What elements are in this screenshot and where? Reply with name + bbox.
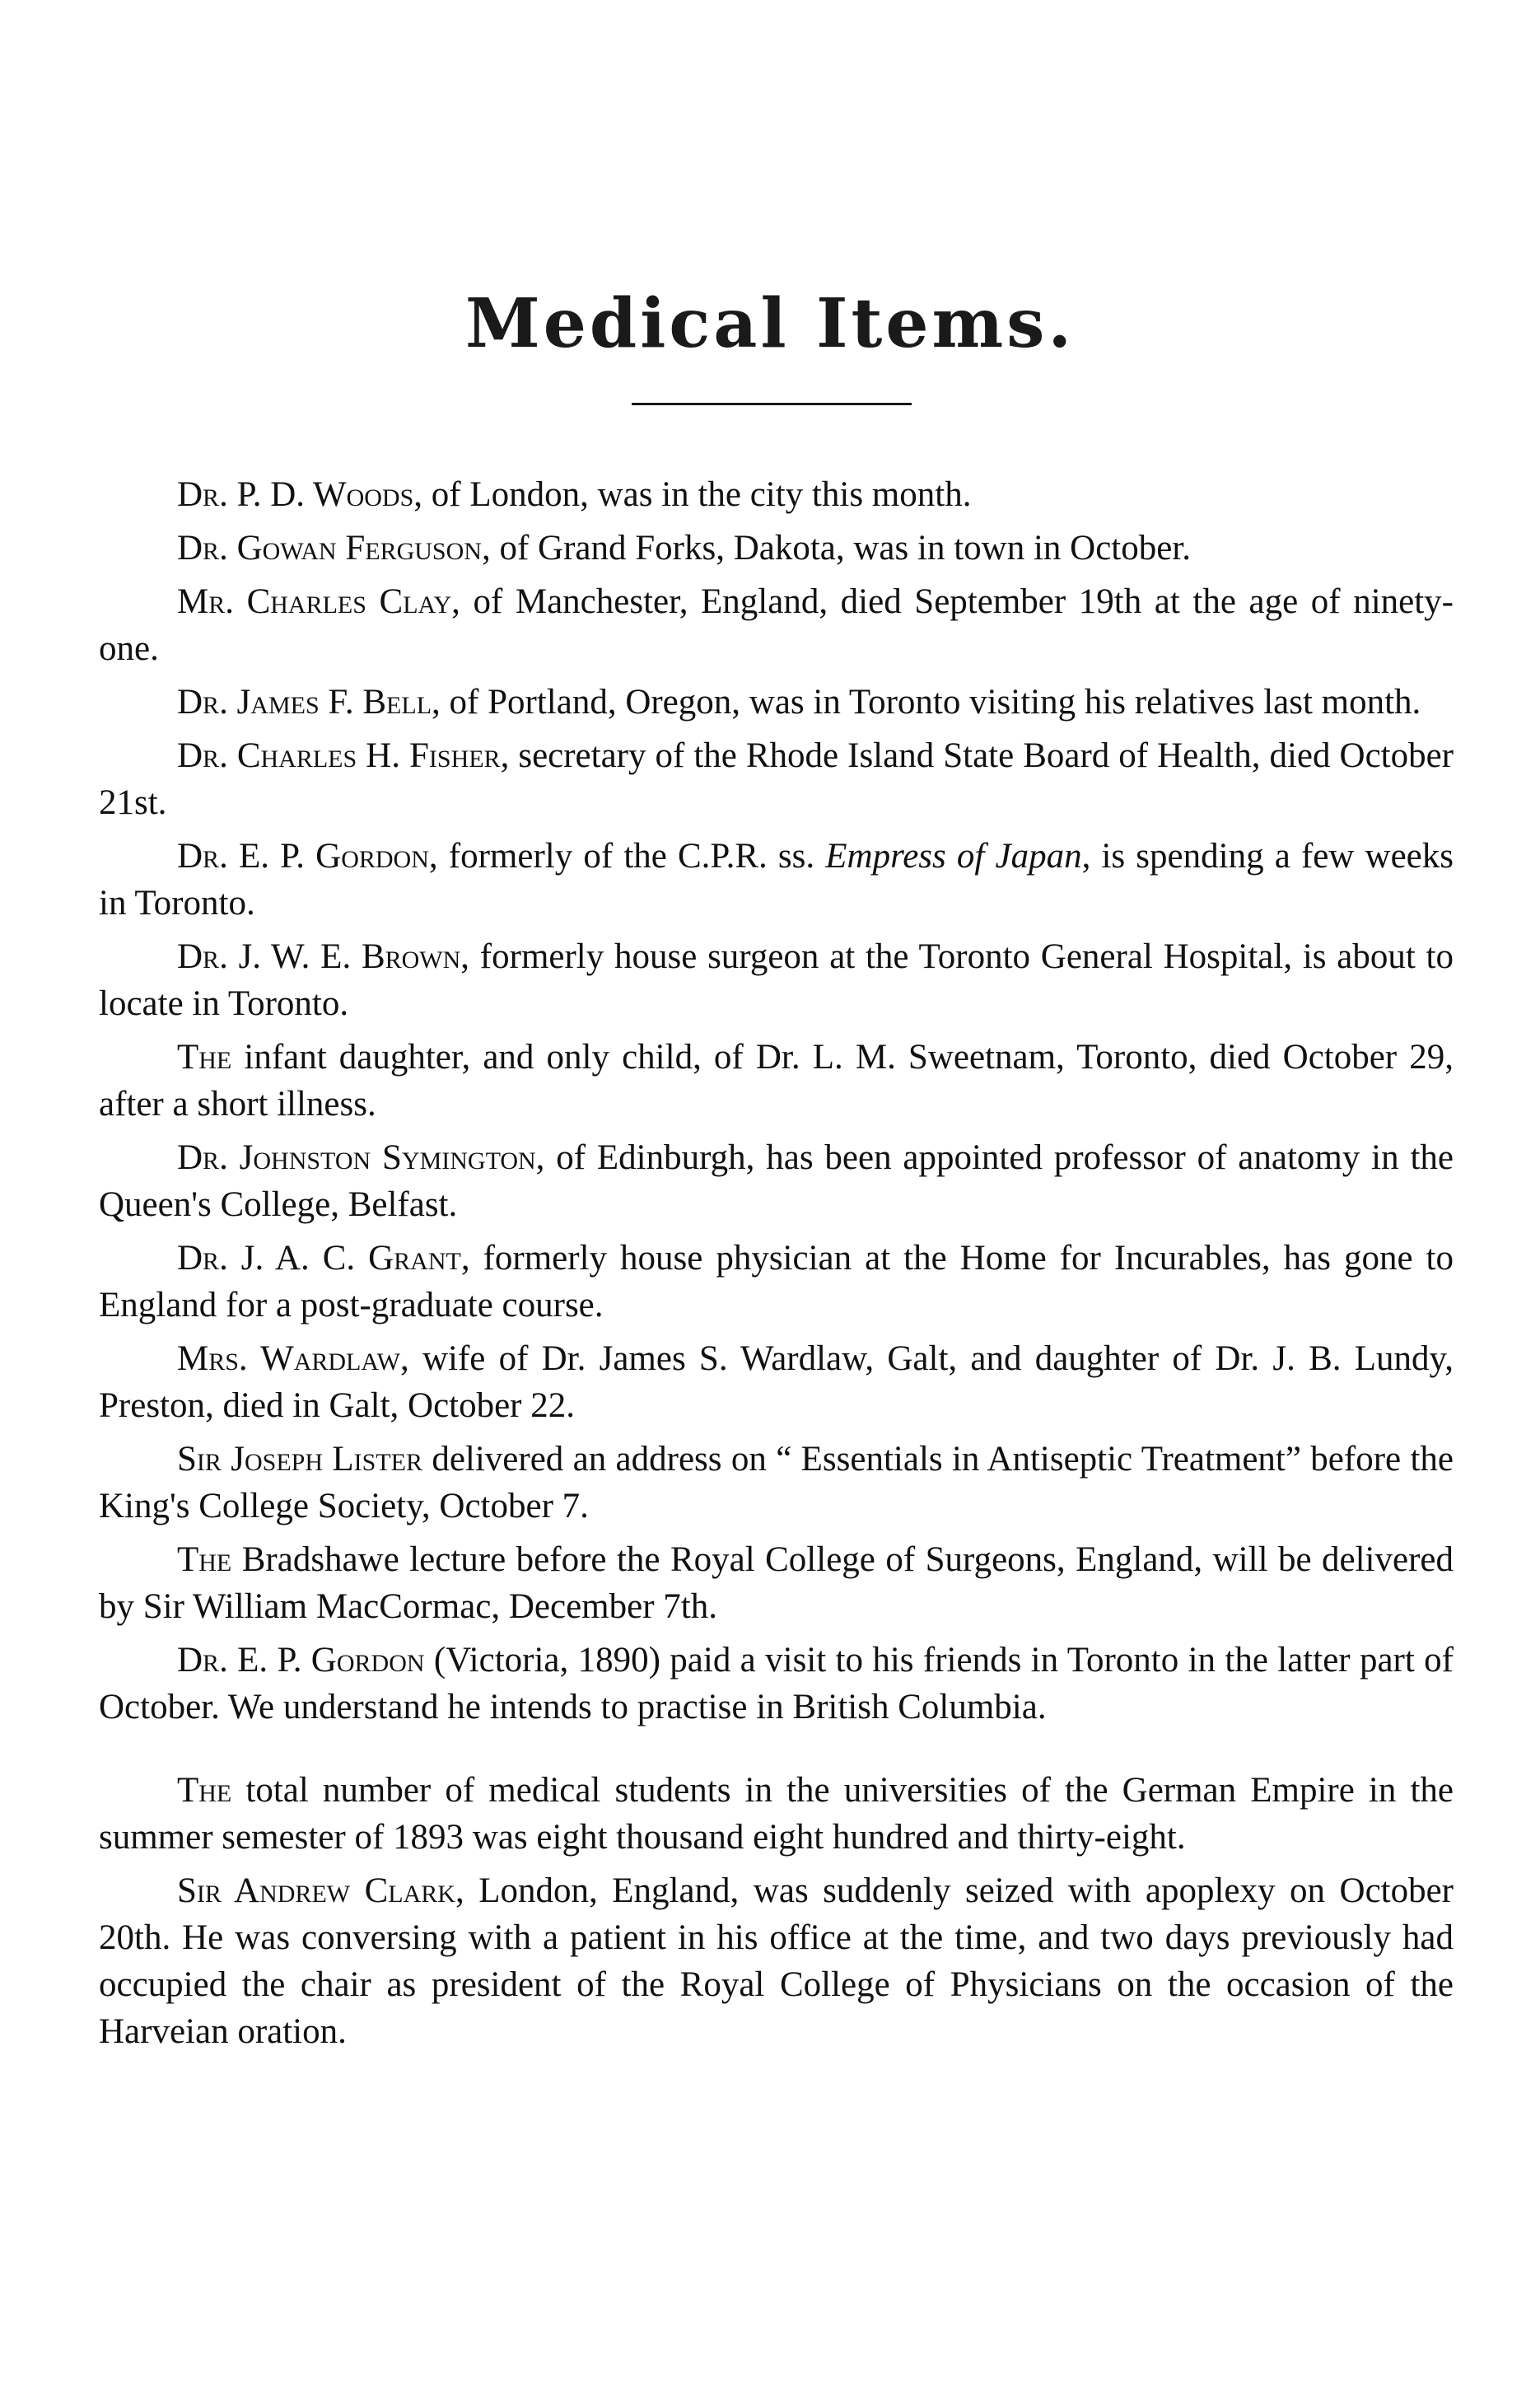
item-lead: The <box>177 1038 232 1077</box>
item-lead: Dr. J. A. C. Grant, <box>177 1239 470 1278</box>
item-lister <box>99 1436 1454 1530</box>
item-fisher <box>99 732 1454 826</box>
item-clay <box>99 578 1454 672</box>
item-text: formerly house surgeon at the Toronto General Hospital, is about to locate in Toronto. <box>99 937 1454 1023</box>
page-title: Medical Items. <box>464 284 1076 363</box>
item-grant <box>99 1235 1454 1329</box>
item-text: of Portland, Oregon, was in Toronto visiting his relatives last month. <box>440 683 1421 722</box>
item-lead: Dr. Charles H. Fisher, <box>177 736 510 775</box>
item-text: of Grand Forks, Dakota, was in town in October. <box>490 529 1192 568</box>
item-lead: Dr. P. D. Woods, <box>177 475 423 514</box>
item-lead: Mrs. Wardlaw, <box>177 1339 409 1378</box>
item-text: formerly house physician at the Home for Incurables, has gone to England for a post-graduate course. <box>99 1239 1454 1324</box>
item-lead: Dr. E. P. Gordon, <box>177 837 438 876</box>
item-lead: Dr. E. P. Gordon <box>177 1641 425 1680</box>
item-lead: Sir Joseph Lister <box>177 1440 422 1479</box>
item-wardlaw <box>99 1335 1454 1429</box>
item-text: Bradshawe lecture before the Royal College of Surgeons, England, will be delivered by Sir William MacCormac, December 7th. <box>99 1540 1454 1626</box>
item-lead: Dr. James F. Bell, <box>177 683 441 722</box>
item-lead: Dr. J. W. E. Brown, <box>177 937 470 976</box>
item-text: (Victoria, 1890) paid a visit to his friends in Toronto in the latter part of October. We understand he intends to practise in British Columbia. <box>99 1641 1454 1726</box>
title-rule <box>632 403 912 405</box>
item-lead: Dr. Johnston Symington, <box>177 1138 545 1177</box>
item-ferguson <box>99 525 1454 572</box>
item-text: of Manchester, England, died September 19th at the age of ninety-one. <box>99 582 1454 668</box>
item-text: secretary of the Rhode Island State Board of Health, died October 21st. <box>99 736 1454 822</box>
item-symington <box>99 1134 1454 1228</box>
item-woods <box>99 471 1454 518</box>
item-bell <box>99 679 1454 726</box>
items-list <box>99 471 1454 2062</box>
item-text: London, England, was suddenly seized with apoplexy on October 20th. He was conversing with a patient in his office at the time, and two days previously had occupied the chair as president of the Royal College of Physicians on the occasion of the Harveian oration. <box>99 1871 1454 2051</box>
item-brown <box>99 933 1454 1027</box>
item-bradshawe <box>99 1536 1454 1630</box>
item-text: delivered an address on “ Essentials in Antiseptic Treatment” before the King's College Society, October 7. <box>99 1440 1454 1525</box>
item-lead: The <box>177 1771 232 1810</box>
item-clark <box>99 1867 1454 2055</box>
item-lead: Sir Andrew Clark, <box>177 1871 464 1910</box>
item-sweetnam <box>99 1034 1454 1128</box>
item-lead: Mr. Charles Clay, <box>177 582 460 621</box>
item-text: of London, was in the city this month. <box>422 475 972 514</box>
item-text: formerly of the C.P.R. ss. <box>437 837 826 876</box>
item-lead: Dr. Gowan Ferguson, <box>177 529 491 568</box>
ship-name: Empress of Japan <box>825 837 1082 876</box>
item-text: , is spending a few weeks in Toronto. <box>99 837 1454 923</box>
item-text: total number of medical students in the universities of the German Empire in the summer semester of 1893 was eight thousand eight hundred and thirty-eight. <box>99 1771 1454 1857</box>
item-text: wife of Dr. James S. Wardlaw, Galt, and daughter of Dr. J. B. Lundy, Preston, died in Galt, October 22. <box>99 1339 1454 1425</box>
item-lead: The <box>177 1540 232 1579</box>
item-gordon-empress <box>99 833 1454 927</box>
item-german-students <box>99 1767 1454 1861</box>
item-text: infant daughter, and only child, of Dr. L. M. Sweetnam, Toronto, died October 29, after a short illness. <box>99 1038 1454 1124</box>
item-gordon-victoria <box>99 1637 1454 1731</box>
item-text: of Edinburgh, has been appointed professor of anatomy in the Queen's College, Belfast. <box>99 1138 1454 1224</box>
